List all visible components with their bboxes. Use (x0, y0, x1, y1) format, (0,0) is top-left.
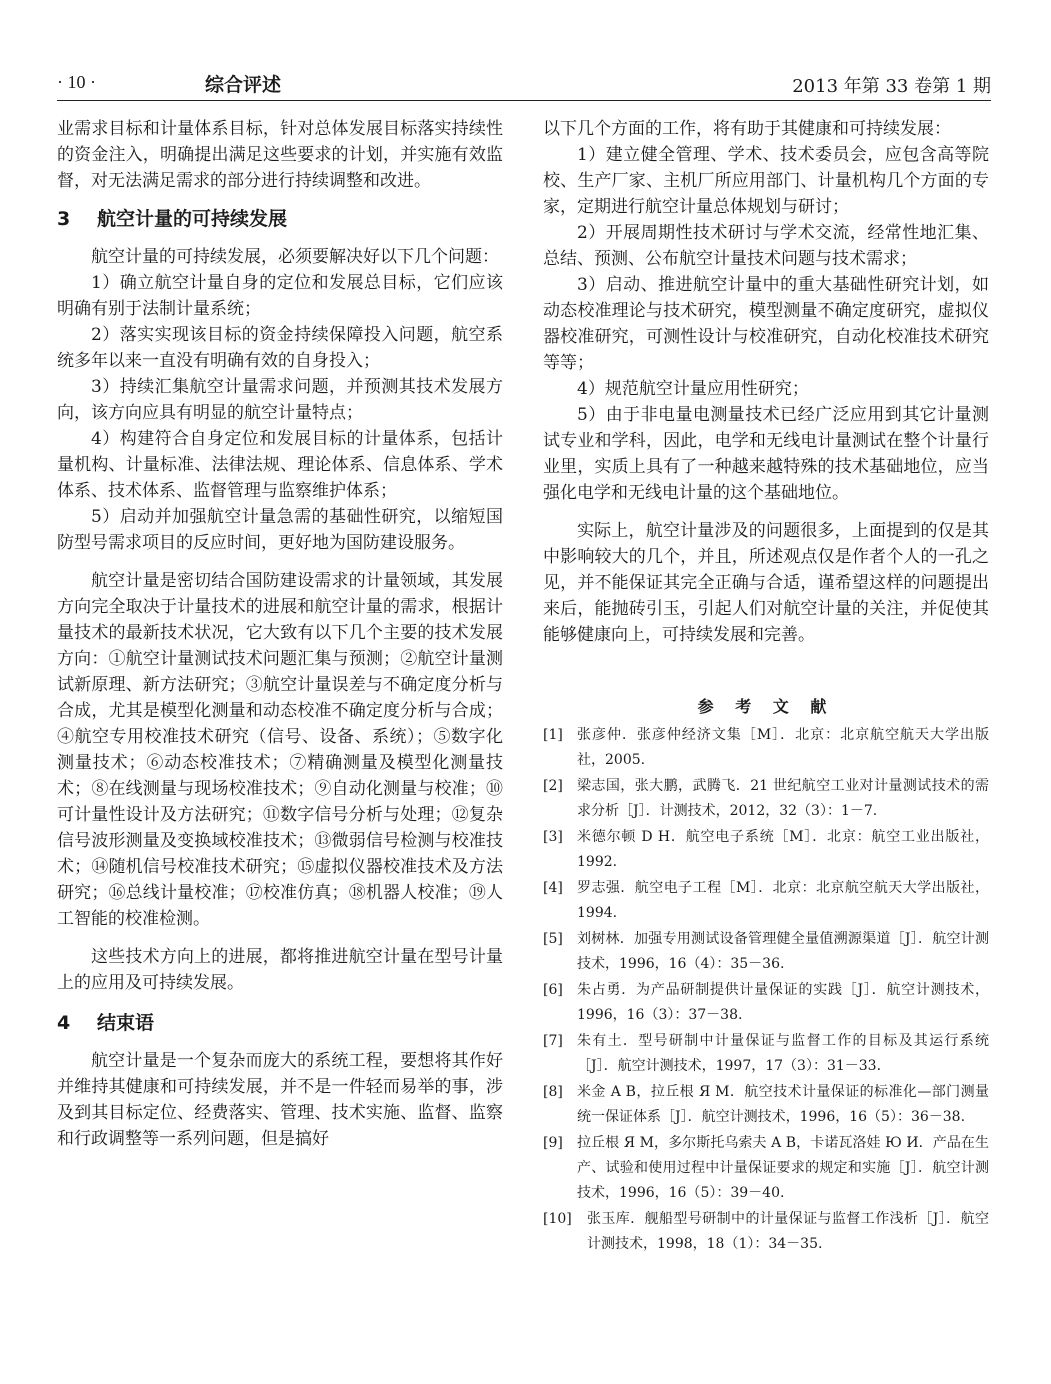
paragraph: 实际上，航空计量涉及的问题很多，上面提到的仅是其中影响较大的几个，并且，所述观点仅是作者个人的一孔之见，并不能保证其完全正确与合适，谨希望这样的问题提出来后，能抛砖引玉，引起人们对航空计量的关注，并促使其能够健康向上，可持续发展和完善。 (543, 521, 989, 645)
list-item: 4）规范航空计量应用性研究； (577, 379, 809, 399)
page-number: · 10 · (57, 72, 96, 92)
reference-item (543, 876, 989, 926)
reference-list (543, 723, 989, 1257)
reference-item (543, 1131, 989, 1206)
reference-item (543, 1207, 989, 1257)
reference-number: [6] (543, 982, 563, 998)
reference-number: [10] (543, 1211, 572, 1227)
running-header (57, 70, 991, 101)
reference-item (543, 825, 989, 875)
reference-item (543, 978, 989, 1028)
section-label: 综合评述 (205, 74, 282, 96)
section-heading-4 (57, 1010, 503, 1036)
section-title: 结束语 (97, 1012, 155, 1034)
reference-number: [4] (543, 880, 563, 896)
list-item: 5）由于非电量电测量技术已经广泛应用到其它计量测试专业和学科，因此，电学和无线电计量测试在整个计量行业里，实质上具有了一种越来越特殊的技术基础地位，应当强化电学和无线电计量的这个基础地位。 (543, 405, 989, 503)
reference-text: 张彦仲．张彦仲经济文集［M］．北京：北京航空航天大学出版社，2005. (577, 727, 989, 768)
reference-number: [9] (543, 1135, 563, 1151)
reference-number: [5] (543, 931, 563, 947)
left-column (57, 116, 503, 1152)
reference-item (543, 774, 989, 824)
reference-text: 朱占勇．为产品研制提供计量保证的实践［J］．航空计测技术，1996，16（3）：37－38. (577, 982, 989, 1023)
paragraph: 以下几个方面的工作，将有助于其健康和可持续发展： (543, 119, 951, 139)
reference-text: 拉丘根 Я M，多尔斯托乌索夫 A B，卡诺瓦洛娃 Ю И．产品在生产、试验和使用过程中计量保证要求的规定和实施［J］．航空计测技术，1996，16（5）：39－40. (577, 1135, 989, 1201)
section-number: 3 (57, 208, 71, 230)
list-item: 1）确立航空计量自身的定位和发展总目标，它们应该明确有别于法制计量系统； (57, 273, 503, 319)
reference-number: [3] (543, 829, 563, 845)
list-item: 5）启动并加强航空计量急需的基础性研究，以缩短国防型号需求项目的反应时间，更好地为国防建设服务。 (57, 507, 503, 553)
list-item: 3）持续汇集航空计量需求问题，并预测其技术发展方向，该方向应具有明显的航空计量特点； (57, 377, 503, 423)
reference-item (543, 723, 989, 773)
reference-item (543, 1080, 989, 1130)
list-item: 2）落实实现该目标的资金持续保障投入问题，航空系统多年以来一直没有明确有效的自身投入； (57, 325, 503, 371)
section-title: 航空计量的可持续发展 (97, 208, 288, 230)
issue-info: 2013 年第 33 卷第 1 期 (792, 76, 991, 97)
reference-number: [2] (543, 778, 563, 794)
paragraph: 航空计量是密切结合国防建设需求的计量领域，其发展方向完全取决于计量技术的进展和航空计量的需求，根据计量技术的最新技术状况，它大致有以下几个主要的技术发展方向：①航空计量测试技术问题汇集与预测；②航空计量测试新原理、新方法研究；③航空计量误差与不确定度分析与合成，尤其是模型化测量和动态校准不确定度分析与合成；④航空专用校准技术研究（信号、设备、系统）；⑤数字化测量技术；⑥动态校准技术；⑦精确测量及模型化测量技术；⑧在线测量与现场校准技术；⑨自动化测量与校准；⑩可计量性设计及方法研究；⑪数字信号分析与处理；⑫复杂信号波形测量及变换域校准技术；⑬微弱信号检测与校准技术；⑭随机信号校准技术研究；⑮虚拟仪器校准技术及方法研究；⑯总线计量校准；⑰校准仿真；⑱机器人校准；⑲人工智能的校准检测。 (57, 571, 503, 929)
paragraph: 航空计量的可持续发展，必须要解决好以下几个问题： (91, 247, 499, 267)
list-item: 4）构建符合自身定位和发展目标的计量体系，包括计量机构、计量标准、法律法规、理论体系、信息体系、学术体系、技术体系、监督管理与监察维护体系； (57, 429, 503, 501)
reference-text: 米金 A B，拉丘根 Я M．航空技术计量保证的标准化—部门测量统一保证体系［J］．航空计测技术，1996，16（5）：36－38. (577, 1084, 989, 1125)
list-item: 1）建立健全管理、学术、技术委员会，应包含高等院校、生产厂家、主机厂所应用部门、计量机构几个方面的专家，定期进行航空计量总体规划与研讨； (543, 145, 989, 217)
reference-item (543, 927, 989, 977)
section-number: 4 (57, 1012, 71, 1034)
reference-text: 刘树林．加强专用测试设备管理健全量值溯源渠道［J］．航空计测技术，1996，16（4）：35－36. (577, 931, 989, 972)
reference-text: 朱有土．型号研制中计量保证与监督工作的目标及其运行系统［J］．航空计测技术，1997，17（3）：31－33. (577, 1033, 989, 1074)
right-column (543, 116, 989, 1258)
list-item: 2）开展周期性技术研讨与学术交流，经常性地汇集、总结、预测、公布航空计量技术问题与技术需求； (543, 223, 989, 269)
reference-number: [7] (543, 1033, 563, 1049)
reference-text: 梁志国，张大鹏，武腾飞．21 世纪航空工业对计量测试技术的需求分析［J］．计测技术，2012，32（3）：1－7. (577, 778, 989, 819)
references-title: 参 考 文 献 (697, 697, 835, 716)
reference-item (543, 1029, 989, 1079)
paragraph: 业需求目标和计量体系目标，针对总体发展目标落实持续性的资金注入，明确提出满足这些要求的计划，并实施有效监督，对无法满足需求的部分进行持续调整和改进。 (57, 119, 503, 191)
reference-text: 米德尔顿 D H．航空电子系统［M］．北京：航空工业出版社，1992. (577, 829, 989, 870)
reference-number: [8] (543, 1084, 563, 1100)
list-item: 3）启动、推进航空计量中的重大基础性研究计划，如动态校准理论与技术研究，模型测量不确定度研究，虚拟仪器校准研究，可测性设计与校准研究，自动化校准技术研究等等； (543, 275, 989, 373)
paragraph: 航空计量是一个复杂而庞大的系统工程，要想将其作好并维持其健康和可持续发展，并不是一件轻而易举的事，涉及到其目标定位、经费落实、管理、技术实施、监督、监察和行政调整等一系列问题，但是搞好 (57, 1051, 503, 1149)
reference-text: 张玉库．舰船型号研制中的计量保证与监督工作浅析［J］．航空计测技术，1998，18（1）：34－35. (587, 1211, 989, 1252)
paragraph: 这些技术方向上的进展，都将推进航空计量在型号计量上的应用及可持续发展。 (57, 947, 503, 993)
reference-text: 罗志强．航空电子工程［M］．北京：北京航空航天大学出版社，1994. (577, 880, 989, 921)
section-heading-3 (57, 206, 503, 232)
reference-number: [1] (543, 727, 563, 743)
